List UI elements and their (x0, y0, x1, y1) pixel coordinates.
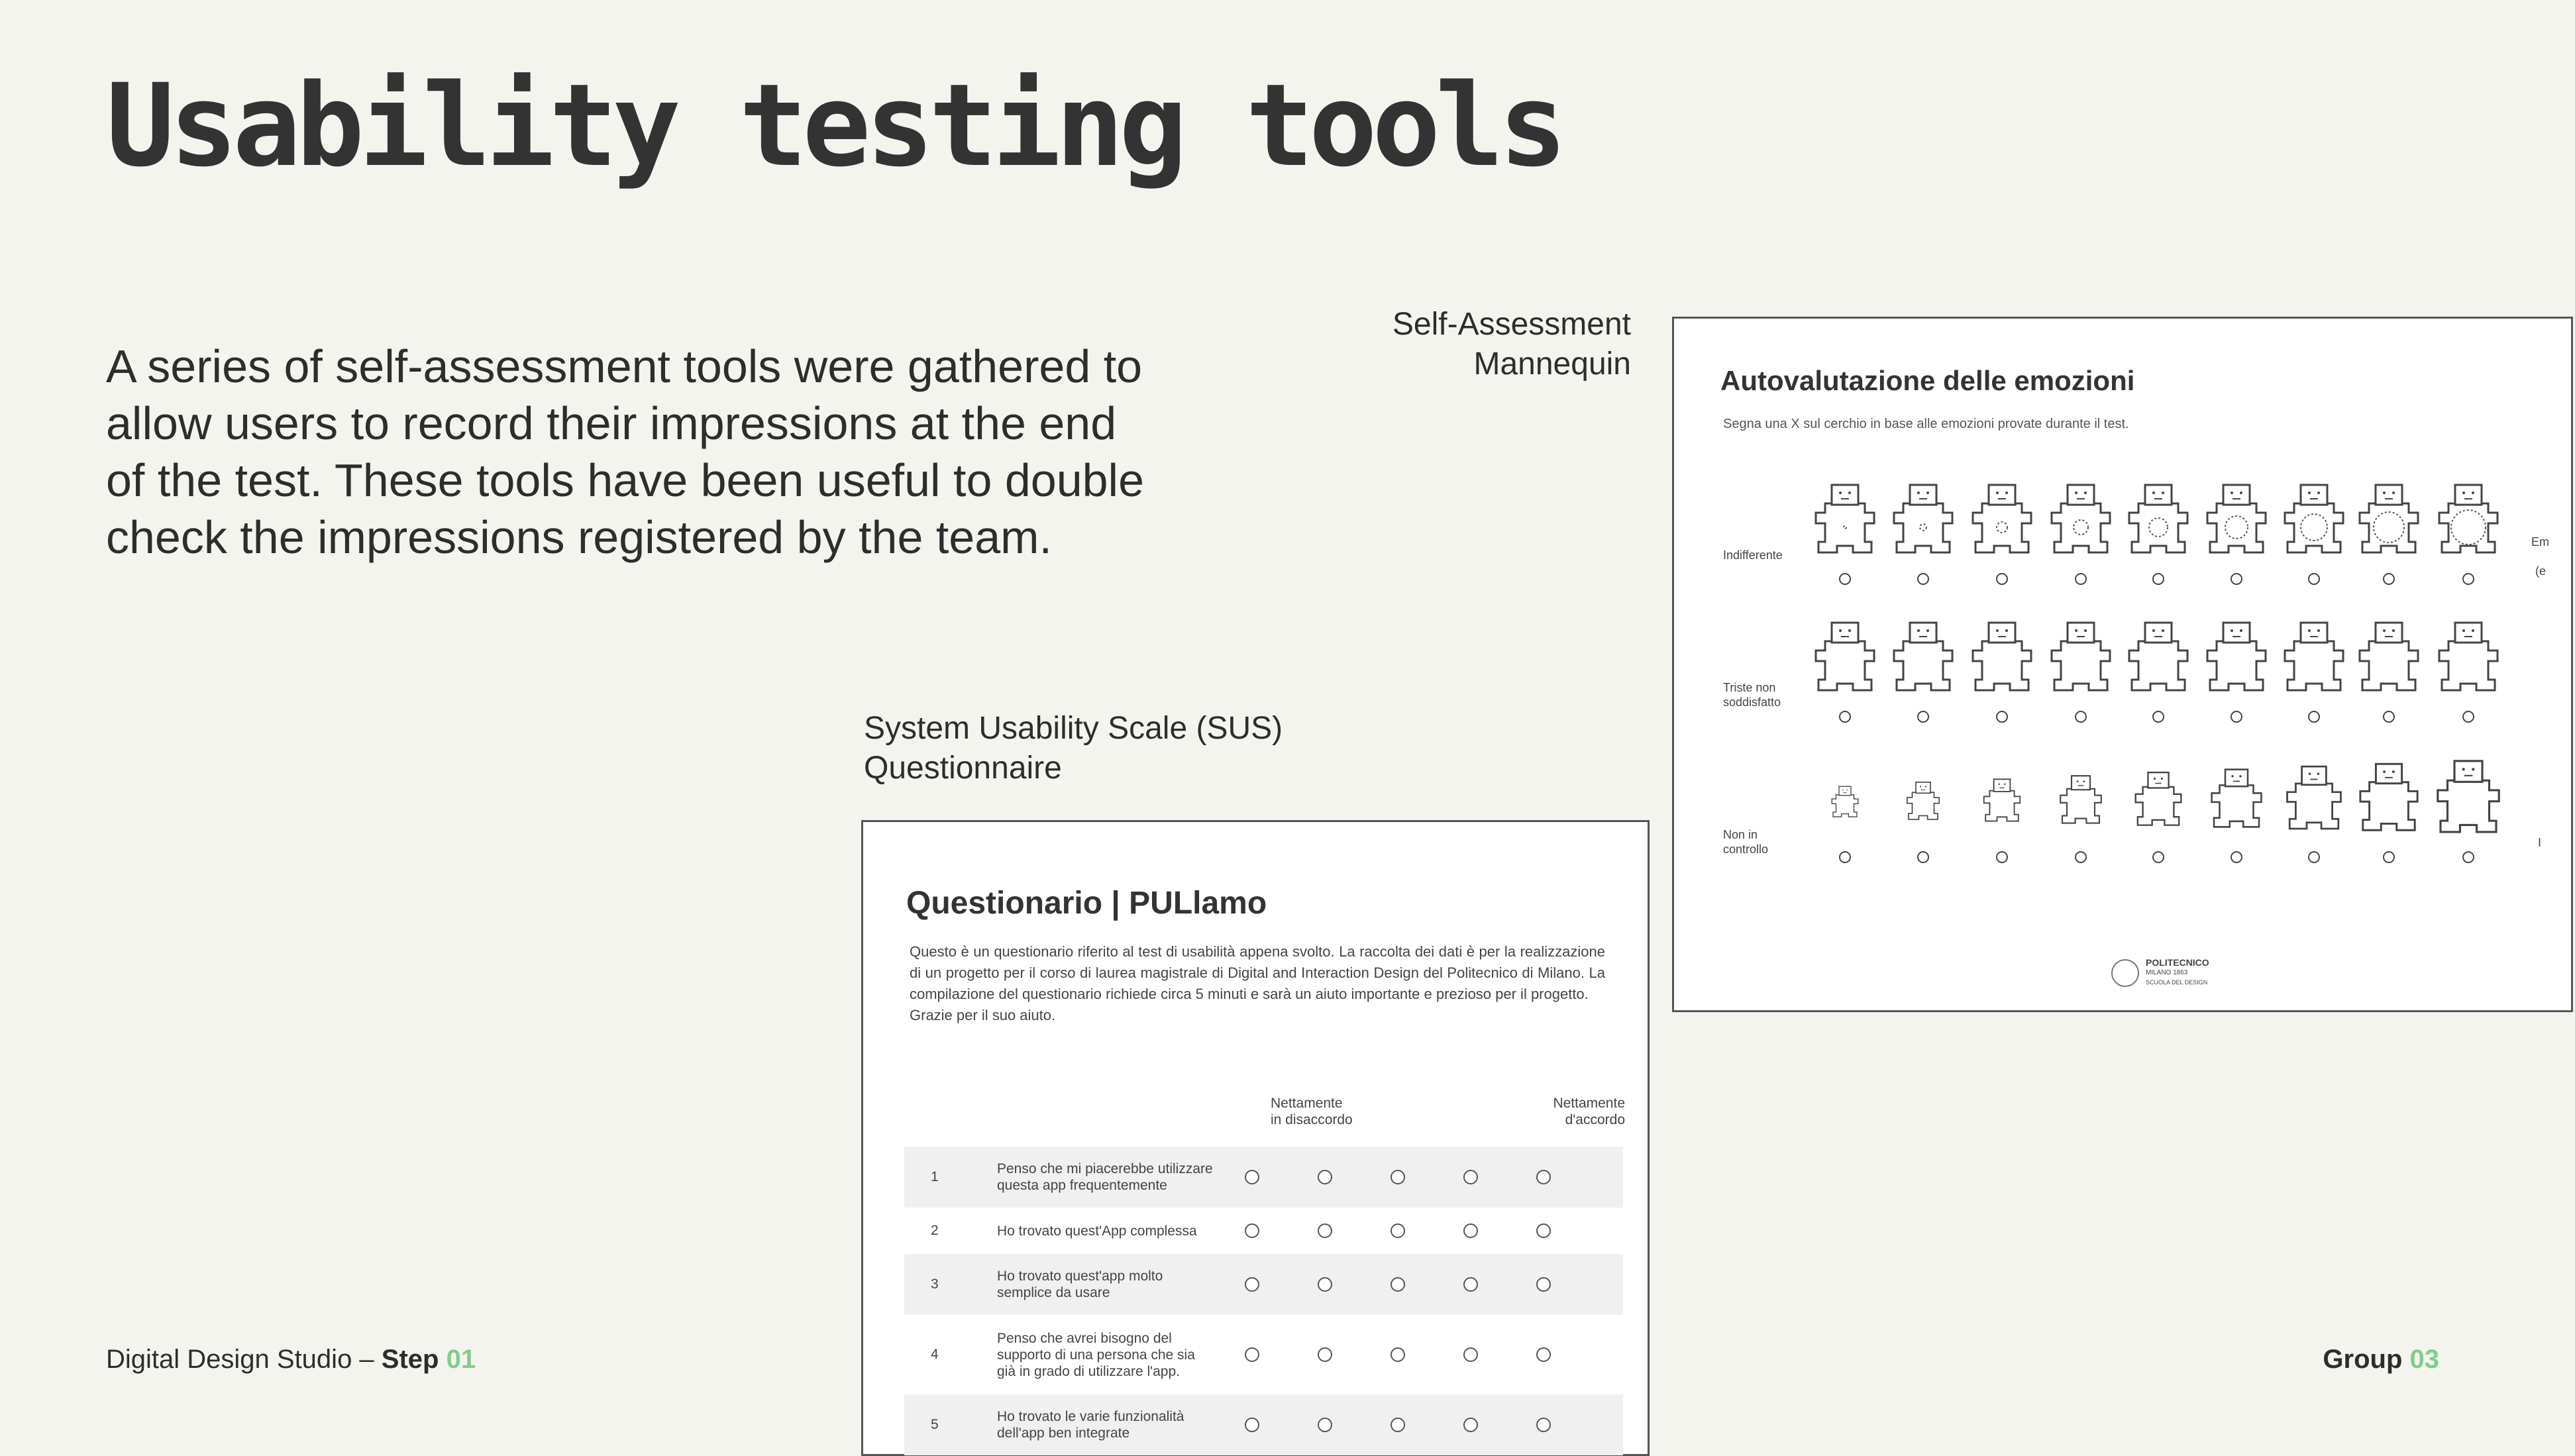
radio-circle[interactable] (1245, 1347, 1259, 1362)
mannequin-figure-icon (2360, 485, 2418, 552)
mannequin-figure-icon (2439, 485, 2497, 552)
mannequin-figure-icon (2052, 623, 2110, 690)
mannequin-figure-icon (2285, 623, 2343, 690)
rating-option (1288, 1418, 1361, 1432)
radio-circle[interactable] (1391, 1347, 1405, 1362)
sam-radio-circle[interactable] (2076, 711, 2086, 722)
mannequin-figure-icon (1973, 623, 2031, 690)
radio-circle[interactable] (1536, 1347, 1551, 1362)
mannequin-figure-icon (2207, 485, 2266, 552)
sam-radio-circle[interactable] (2463, 852, 2474, 862)
sus-description (910, 941, 1605, 1026)
radio-circle[interactable] (1463, 1347, 1478, 1362)
sam-radio-circle[interactable] (2309, 711, 2319, 722)
question-text: Penso che avrei bisogno del supporto di una persona che sia già in grado di utilizzare l'app. (997, 1330, 1195, 1379)
rating-option (1507, 1347, 1580, 1362)
rating-option (1288, 1277, 1361, 1292)
rating-option (1434, 1170, 1507, 1184)
rating-option (1288, 1223, 1361, 1238)
mannequin-figure-icon (2287, 766, 2341, 829)
mannequin-figure-icon (2060, 776, 2101, 823)
sam-row-label: Triste non soddisfatto (1723, 681, 1781, 709)
rating-option (1507, 1418, 1580, 1432)
sam-radio-circle[interactable] (2309, 574, 2319, 584)
sam-radio-circle[interactable] (1918, 852, 1928, 862)
footer-group-word: Group (2323, 1345, 2403, 1374)
radio-circle[interactable] (1318, 1347, 1332, 1362)
radio-circle[interactable] (1318, 1223, 1332, 1238)
footer-step-number: 01 (446, 1345, 476, 1374)
radio-circle[interactable] (1318, 1418, 1332, 1432)
sam-right-label: Em (2531, 535, 2549, 548)
rating-option (1507, 1223, 1580, 1238)
table-row (904, 1254, 1623, 1315)
radio-circle[interactable] (1536, 1418, 1551, 1432)
question-number: 1 (931, 1169, 939, 1184)
mannequin-figure-icon (2136, 772, 2181, 825)
sus-label: System Usability Scale (SUS) Questionnaire (864, 711, 1283, 786)
sam-radio-circle[interactable] (1840, 711, 1850, 722)
sam-row-label: Non in controllo (1723, 828, 1769, 856)
radio-circle[interactable] (1391, 1418, 1405, 1432)
sam-radio-circle[interactable] (1918, 574, 1928, 584)
sam-radio-circle[interactable] (2384, 852, 2394, 862)
sam-radio-circle[interactable] (1840, 852, 1850, 862)
sus-thanks: Grazie per il suo aiuto. (910, 1007, 1056, 1023)
sam-radio-circle[interactable] (2231, 852, 2242, 862)
sam-radio-circle[interactable] (2231, 574, 2242, 584)
intro-paragraph: A series of self-assessment tools were gathered to allow users to record their impressions at the end of the test. These tools have been useful to double check the impressions registered by the team. (106, 340, 1145, 563)
radio-circle[interactable] (1463, 1418, 1478, 1432)
sam-radio-circle[interactable] (2076, 574, 2086, 584)
radio-circle[interactable] (1463, 1223, 1478, 1238)
rating-option (1288, 1347, 1361, 1362)
sam-form-card (1672, 317, 2573, 1012)
mannequin-figure-icon (2212, 770, 2262, 827)
radio-circle[interactable] (1245, 1223, 1259, 1238)
question-options (1216, 1418, 1623, 1432)
rating-option (1216, 1418, 1288, 1432)
sam-form-title: Autovalutazione delle emozioni (1720, 365, 2135, 396)
sam-radio-circle[interactable] (1918, 711, 1928, 722)
radio-circle[interactable] (1245, 1418, 1259, 1432)
rating-option (1434, 1418, 1507, 1432)
rating-option (1507, 1277, 1580, 1292)
mannequin-figure-icon (2129, 485, 2187, 552)
sus-table (904, 1147, 1623, 1455)
rating-option (1434, 1277, 1507, 1292)
question-number: 5 (931, 1417, 939, 1432)
footer-group (2323, 1345, 2439, 1375)
sam-radio-circle[interactable] (1840, 574, 1850, 584)
question-options (1216, 1223, 1623, 1238)
rating-option (1361, 1277, 1434, 1292)
rating-option (1216, 1277, 1288, 1292)
rating-option (1216, 1347, 1288, 1362)
politecnico-seal-icon (2111, 959, 2139, 987)
question-options (1216, 1277, 1623, 1292)
radio-circle[interactable] (1245, 1170, 1259, 1184)
question-options (1216, 1347, 1623, 1362)
mannequin-figure-icon (1816, 623, 1874, 690)
radio-circle[interactable] (1536, 1170, 1551, 1184)
sam-radio-circle[interactable] (2076, 852, 2086, 862)
page-title: Usability testing tools (106, 59, 1562, 192)
mannequin-figure-icon (2439, 623, 2497, 690)
mannequin-figure-icon (2285, 485, 2343, 552)
sam-radio-circle[interactable] (2463, 711, 2474, 722)
sam-label: Self-Assessment Mannequin (1392, 307, 1631, 382)
sam-radio-circle[interactable] (2463, 574, 2474, 584)
footer-group-number: 03 (2409, 1345, 2439, 1374)
sam-radio-circle[interactable] (1997, 711, 2007, 722)
logo-name: POLITECNICO (2146, 957, 2209, 968)
question-text: Penso che mi piacerebbe utilizzare questa app frequentemente (997, 1161, 1213, 1193)
sam-form-subtitle: Segna una X sul cerchio in base alle emozioni provate durante il test. (1723, 417, 2129, 431)
question-number: 3 (931, 1276, 939, 1292)
radio-circle[interactable] (1318, 1170, 1332, 1184)
footer-course-name: Digital Design Studio – (106, 1345, 374, 1374)
rating-option (1361, 1223, 1434, 1238)
mannequin-figure-icon (1984, 779, 2021, 821)
rating-option (1507, 1170, 1580, 1184)
scale-low-label: Nettamente in disaccordo (1271, 1096, 1353, 1127)
question-text: Ho trovato le varie funzionalità dell'app ben integrate (997, 1409, 1184, 1441)
rating-option (1288, 1170, 1361, 1184)
mannequin-figure-icon (2207, 623, 2266, 690)
mannequin-figure-icon (2360, 764, 2417, 830)
sam-row-label: Indifferente (1723, 548, 1783, 562)
sam-radio-circle[interactable] (2153, 574, 2164, 584)
footer-step-word: Step (381, 1345, 439, 1374)
radio-circle[interactable] (1245, 1277, 1259, 1292)
rating-option (1361, 1418, 1434, 1432)
rating-option (1434, 1347, 1507, 1362)
mannequin-figure-icon (1816, 485, 1874, 552)
sus-form-title: Questionario | PULlamo (906, 886, 1267, 921)
rating-option (1361, 1347, 1434, 1362)
radio-circle[interactable] (1318, 1277, 1332, 1292)
question-text: Ho trovato quest'App complessa (997, 1223, 1197, 1239)
radio-circle[interactable] (1463, 1277, 1478, 1292)
mannequin-figure-icon (2360, 623, 2418, 690)
sam-right-label: I (2538, 836, 2542, 849)
question-number: 2 (931, 1223, 939, 1238)
mannequin-figure-icon (2052, 485, 2110, 552)
rating-option (1361, 1170, 1434, 1184)
sam-radio-circle[interactable] (2384, 574, 2394, 584)
sam-mannequin-grid (1674, 319, 2575, 1014)
sam-radio-circle[interactable] (1997, 574, 2007, 584)
question-number: 4 (931, 1347, 939, 1362)
table-row (904, 1147, 1623, 1208)
question-options (1216, 1170, 1623, 1184)
sam-right-label: (e (2535, 564, 2547, 578)
sam-radio-circle[interactable] (2153, 711, 2164, 722)
table-row (904, 1315, 1623, 1394)
table-row (904, 1208, 1623, 1254)
mannequin-figure-icon (1907, 782, 1939, 819)
mannequin-figure-icon (2438, 761, 2499, 832)
radio-circle[interactable] (1463, 1170, 1478, 1184)
mannequin-figure-icon (1832, 786, 1858, 817)
mannequin-figure-icon (1894, 485, 1952, 552)
logo-sub: MILANO 1863 (2146, 969, 2188, 976)
rating-option (1216, 1223, 1288, 1238)
mannequin-figure-icon (1973, 485, 2031, 552)
footer-course (106, 1345, 476, 1375)
radio-circle[interactable] (1536, 1223, 1551, 1238)
radio-circle[interactable] (1391, 1277, 1405, 1292)
rating-option (1216, 1170, 1288, 1184)
mannequin-figure-icon (2129, 623, 2187, 690)
radio-circle[interactable] (1536, 1277, 1551, 1292)
sam-radio-circle[interactable] (2384, 711, 2394, 722)
table-row (904, 1394, 1623, 1455)
logo-school: SCUOLA DEL DESIGN (2146, 979, 2208, 986)
rating-option (1434, 1223, 1507, 1238)
radio-circle[interactable] (1391, 1170, 1405, 1184)
sus-description-text: Questo è un questionario riferito al test di usabilità appena svolto. La raccolta dei dati è per la realizzazione di un progetto per il corso di laurea magistrale di Digital and Interaction Design del Politecnico di Milano. La compilazione del questionario richiede circa 5 minuti e sarà un aiuto importante e prezioso per il progetto. (910, 943, 1605, 1002)
politecnico-logo (2111, 958, 2209, 988)
sam-radio-circle[interactable] (1997, 852, 2007, 862)
sus-form-card (861, 820, 1650, 1456)
sam-radio-circle[interactable] (2309, 852, 2319, 862)
radio-circle[interactable] (1391, 1223, 1405, 1238)
sam-radio-circle[interactable] (2153, 852, 2164, 862)
question-text: Ho trovato quest'app molto semplice da usare (997, 1269, 1163, 1300)
sam-radio-circle[interactable] (2231, 711, 2242, 722)
scale-high-label: Nettamente d'accordo (1553, 1096, 1625, 1127)
mannequin-figure-icon (1894, 623, 1952, 690)
